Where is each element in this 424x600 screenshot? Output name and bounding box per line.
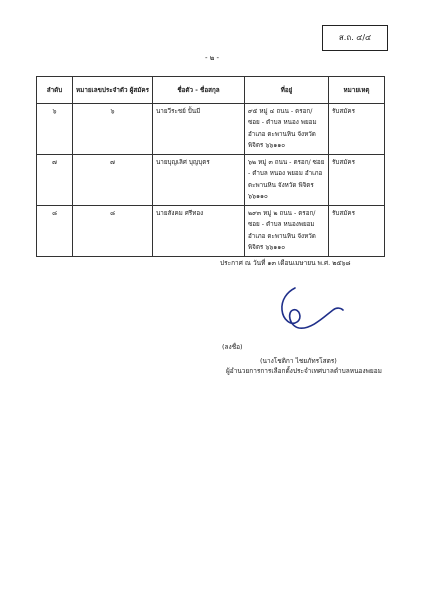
cell-candidate-number: ๘ [73,206,153,257]
cell-candidate-number: ๗ [73,155,153,206]
col-header-name: ชื่อตัว - ชื่อสกุล [153,77,245,104]
signer-name: (นางโชติกา ไชยภัทรโสตร) [260,357,337,365]
cell-order: ๗ [37,155,73,206]
table-header-row [37,77,385,104]
table-row [37,104,385,155]
signed-label: (ลงชื่อ) [222,343,243,351]
col-header-address: ที่อยู่ [245,77,329,104]
cell-name: นายสังคม ศรีทอง [153,206,245,257]
cell-name: นายวีระชย์ ปั้นมี [153,104,245,155]
cell-address: ๙๕ หมู่ ๔ ถนน - ตรอก/ ซอย - ตำบล หนอง พยอม อำเภอ ตะพานหิน จังหวัด พิจิตร ๖๖๑๑๐ [245,104,329,155]
table-row [37,206,385,257]
cell-order: ๘ [37,206,73,257]
cell-name: นายบุญเลิศ บุญบุตร [153,155,245,206]
announcement-date: ประกาศ ณ วันที่ ๑๓ เดือนเมษายน พ.ศ. ๒๕๖๘ [220,259,351,267]
cell-note: รับสมัคร [329,155,385,206]
table-row [37,155,385,206]
col-header-note: หมายเหตุ [329,77,385,104]
cell-candidate-number: ๖ [73,104,153,155]
cell-address: ๖๒ หมู่ ๓ ถนน - ตรอก/ ซอย - ตำบล หนอง พยอม อำเภอ ตะพานหิน จังหวัด พิจิตร ๖๖๑๑๐ [245,155,329,206]
page-number: - ๒ - [204,54,220,62]
col-header-candidate-number: หมายเลขประจำตัว ผู้สมัคร [73,77,153,104]
form-code-box: ส.ถ. ๔/๔ [322,25,388,51]
cell-order: ๖ [37,104,73,155]
signer-title: ผู้อำนวยการการเลือกตั้งประจำเทศบาลตำบลหนองพยอม [226,367,382,375]
candidate-table [36,76,385,257]
handwritten-signature [267,282,347,342]
cell-address: ๒๙๓ หมู่ ๒ ถนน - ตรอก/ซอย - ตำบล หนองพยอม อำเภอ ตะพานหิน จังหวัด พิจิตร ๖๖๑๑๐ [245,206,329,257]
cell-note: รับสมัคร [329,104,385,155]
col-header-order: ลำดับ [37,77,73,104]
cell-note: รับสมัคร [329,206,385,257]
